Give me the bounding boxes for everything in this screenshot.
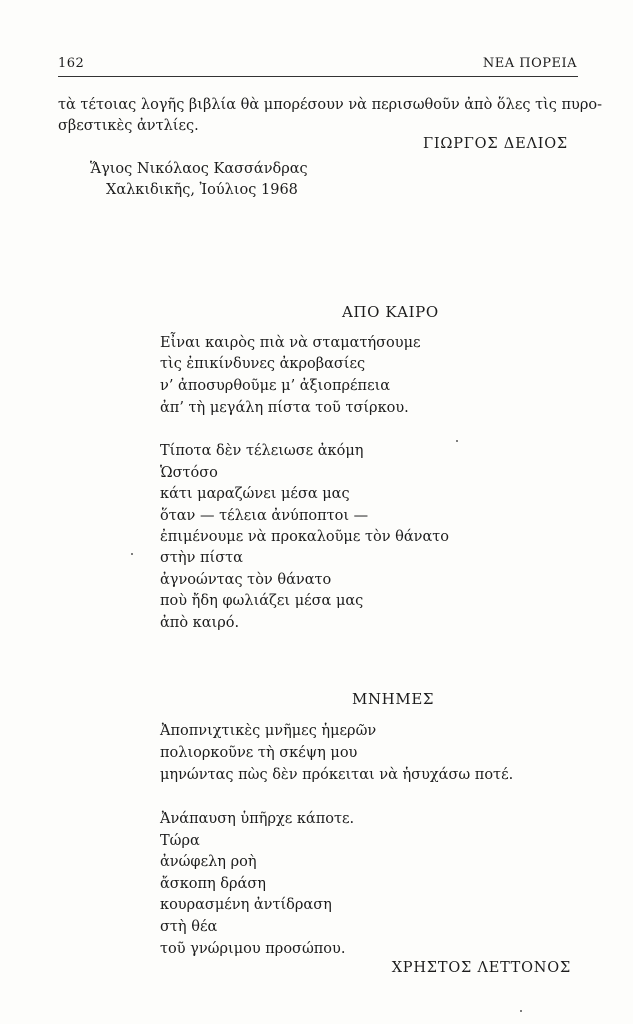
scan-speck: [456, 440, 458, 442]
poem-line: ὅταν — τέλεια ἀνύποπτοι —: [160, 508, 369, 524]
scan-speck: [520, 1010, 522, 1012]
poem-title: ΑΠΟ ΚΑΙΡΟ: [342, 303, 439, 321]
poem-line: Τίποτα δὲν τέλειωσε ἀκόμη: [160, 443, 364, 459]
poem-line: ἀγνοώντας τὸν θάνατο: [160, 572, 332, 588]
prose-place: Ἅγιος Νικόλαος Κασσάνδρας: [90, 161, 308, 177]
poem-line: Ὡστόσο: [160, 465, 218, 481]
poem-line: ποὺ ἤδη φωλιάζει μέσα μας: [160, 593, 364, 609]
poem-line: ἀπὸ καιρό.: [160, 615, 240, 631]
prose-place-date: Χαλκιδικῆς, Ἰούλιος 1968: [106, 182, 298, 198]
poem-line: Ἀνάπαυση ὑπῆρχε κάποτε.: [160, 811, 355, 827]
poem-line: κάτι μαραζώνει μέσα μας: [160, 486, 350, 502]
poem-line: τὶς ἐπικίνδυνες ἀκροβασίες: [160, 356, 366, 372]
poem-line: πολιορκοῦνε τὴ σκέψη μου: [160, 745, 358, 761]
journal-title: ΝΕΑ ΠΟΡΕΙΑ: [482, 56, 577, 71]
poem-line: τοῦ γνώριμου προσώπου.: [160, 941, 346, 957]
poem-line: Τώρα: [160, 833, 200, 849]
prose-line-1: τὰ τέτοιας λογῆς βιβλία θὰ μπορέσουν νὰ περισωθοῦν ἀπὸ ὅλες τὶς πυρο-: [58, 97, 603, 113]
page-number: 162: [58, 56, 85, 71]
poem-line: στὴ θέα: [160, 919, 218, 935]
scan-speck: [131, 553, 133, 555]
prose-author: ΓΙΩΡΓΟΣ ΔΕΛΙΟΣ: [423, 136, 568, 152]
poem-line: μηνώντας πὼς δὲν πρόκειται νὰ ἡσυχάσω ποτέ.: [160, 767, 514, 783]
poem-line: Ἀποπνιχτικὲς μνῆμες ἡμερῶν: [160, 723, 377, 739]
poem-line: ἄσκοπη δράση: [160, 876, 266, 892]
poem-line: κουρασμένη ἀντίδραση: [160, 897, 332, 913]
poem-line: στὴν πίστα: [160, 550, 243, 566]
header-rule: [58, 76, 578, 77]
poem-line: ἀπ’ τὴ μεγάλη πίστα τοῦ τσίρκου.: [160, 400, 409, 416]
poem-line: ἀνώφελη ροὴ: [160, 854, 257, 870]
poem-line: ἐπιμένουμε νὰ προκαλοῦμε τὸν θάνατο: [160, 529, 450, 545]
poem-line: Εἶναι καιρὸς πιὰ νὰ σταματήσουμε: [160, 335, 421, 351]
prose-line-2: σβεστικὲς ἀντλίες.: [58, 118, 199, 134]
poem-title: ΜΝΗΜΕΣ: [352, 690, 435, 708]
poem-line: ν’ ἀποσυρθοῦμε μ’ ἀξιοπρέπεια: [160, 378, 391, 394]
poem-author: ΧΡΗΣΤΟΣ ΛΕΤΤΟΝΟΣ: [391, 960, 571, 976]
